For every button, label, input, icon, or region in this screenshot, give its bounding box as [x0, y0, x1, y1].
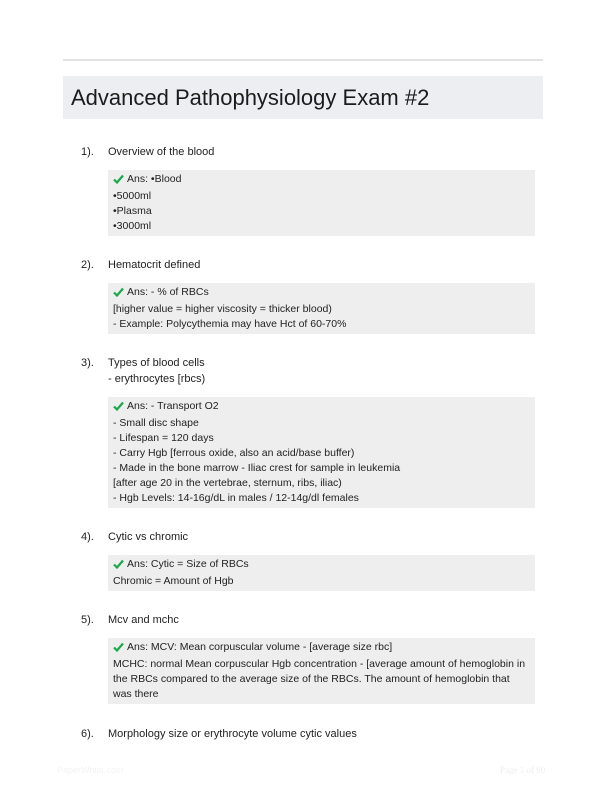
answer-line: [higher value = higher viscosity = thicker blood) — [113, 303, 332, 315]
answer-line: was there — [113, 688, 159, 700]
checkmark-icon — [113, 559, 124, 574]
question-number: 1). — [81, 146, 94, 158]
top-rule — [63, 59, 543, 61]
question-text — [108, 144, 541, 160]
question-line: Mcv and mchc — [108, 614, 179, 626]
answer-line: - Carry Hgb [ferrous oxide, also an acid/base buffer) — [113, 447, 355, 459]
answer-line: - Hgb Levels: 14-16g/dL in males / 12-14g/dl females — [113, 492, 359, 504]
question-text — [108, 612, 541, 628]
answer-first-line — [113, 399, 530, 416]
answer-first-line — [113, 640, 530, 657]
answer-line: Ans: Cytic = Size of RBCs — [127, 558, 249, 570]
question-line: Overview of the blood — [108, 146, 215, 158]
checkmark-icon — [113, 287, 124, 302]
question-line: Cytic vs chromic — [108, 531, 189, 543]
answer-first-line — [113, 557, 530, 574]
checkmark-icon — [113, 401, 124, 416]
answer-line: •5000ml — [113, 190, 152, 202]
question-number: 6). — [81, 728, 94, 740]
answer-box — [108, 397, 535, 508]
answer-box — [108, 170, 535, 236]
answer-line: Ans: - % of RBCs — [127, 286, 209, 298]
question-5 — [81, 612, 541, 704]
answer-line: •Plasma — [113, 205, 152, 217]
answer-line: Chromic = Amount of Hgb — [113, 575, 234, 587]
question-line: Hematocrit defined — [108, 259, 201, 271]
answer-line: - Example: Polycythemia may have Hct of 60-70% — [113, 318, 347, 330]
answer-box — [108, 638, 535, 704]
question-text — [108, 726, 541, 742]
checkmark-icon — [113, 174, 124, 189]
title-banner — [63, 76, 543, 119]
question-1 — [81, 144, 541, 236]
answer-line: Ans: •Blood — [127, 173, 182, 185]
question-2 — [81, 257, 541, 334]
question-text — [108, 355, 541, 387]
answer-line: •3000ml — [113, 220, 152, 232]
question-line: Types of blood cells — [108, 357, 205, 369]
answer-first-line — [113, 285, 530, 302]
footer-site: PaperWhite.com — [57, 765, 124, 775]
question-number: 2). — [81, 259, 94, 271]
answer-line: Ans: - Transport O2 — [127, 400, 219, 412]
answer-line: [after age 20 in the vertebrae, sternum, ribs, iliac) — [113, 477, 342, 489]
page-title: Advanced Pathophysiology Exam #2 — [71, 85, 430, 110]
question-text — [108, 529, 541, 545]
answer-line: - Lifespan = 120 days — [113, 432, 214, 444]
question-6 — [81, 726, 541, 742]
answer-line: Ans: MCV: Mean corpuscular volume - [average size rbc] — [127, 641, 393, 653]
question-number: 4). — [81, 531, 94, 543]
answer-line: MCHC: normal Mean corpuscular Hgb concentration - [average amount of hemoglobin in — [113, 658, 526, 670]
question-line: Morphology size or erythrocyte volume cytic values — [108, 728, 357, 740]
answer-line: the RBCs compared to the average size of the RBCs. The amount of hemoglobin that — [113, 673, 510, 685]
question-number: 5). — [81, 614, 94, 626]
answer-first-line — [113, 172, 530, 189]
answer-box — [108, 555, 535, 591]
question-3 — [81, 355, 541, 508]
question-text — [108, 257, 541, 273]
answer-box — [108, 283, 535, 334]
question-4 — [81, 529, 541, 591]
footer-page-number: Page 1 of 60 — [500, 765, 546, 775]
answer-line: - Made in the bone marrow - Iliac crest for sample in leukemia — [113, 462, 401, 474]
question-line: - erythrocytes [rbcs) — [108, 373, 206, 385]
answer-line: - Small disc shape — [113, 417, 199, 429]
question-number: 3). — [81, 357, 94, 369]
checkmark-icon — [113, 642, 124, 657]
